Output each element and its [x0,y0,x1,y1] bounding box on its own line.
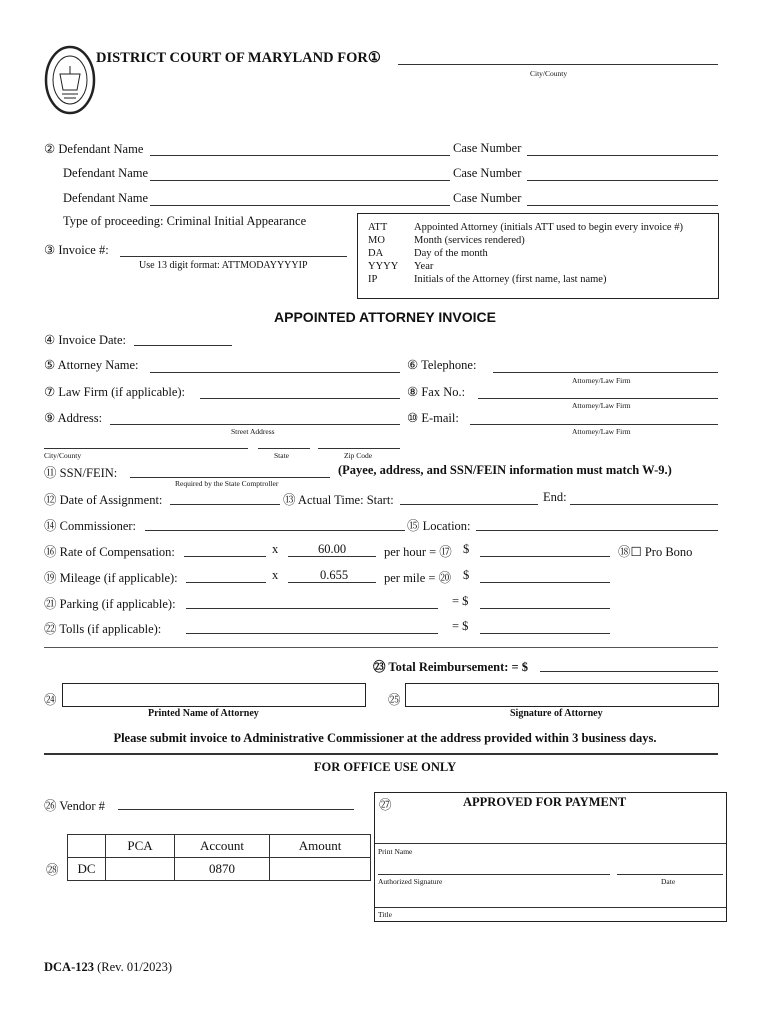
num-25: ㉕ [388,693,401,707]
telephone-label: ⑥ Telephone: [407,358,477,372]
vendor-field[interactable] [118,809,354,810]
table-cell-amount[interactable] [270,858,371,881]
city-county-caption: City/County [530,69,568,78]
legend-row: DA Day of the month [368,248,488,259]
table-header-blank [68,835,106,858]
date-line[interactable] [617,874,723,875]
rate-label: ⑯ Rate of Compensation: [44,545,175,559]
date-assignment-field[interactable] [170,504,280,505]
submit-note: Please submit invoice to Administrative Commissioner at the address provided within 3 business days. [113,731,657,745]
fax-caption: Attorney/Law Firm [572,401,631,410]
law-firm-field[interactable] [200,398,400,399]
printed-name-caption: Printed Name of Attorney [148,708,259,719]
street-address-caption: Street Address [231,427,275,436]
legend-row: YYYY Year [368,261,434,272]
legend-row: MO Month (services rendered) [368,235,525,246]
ssn-label: ⑪ SSN/FEIN: [44,466,118,480]
mileage-multiply: x [272,568,279,582]
print-name-caption: Print Name [378,847,413,856]
email-field[interactable] [470,424,718,425]
form-id: DCA-123 (Rev. 01/2023) [44,960,172,974]
parking-desc-field[interactable] [186,608,438,609]
mileage-rate: 0.655 [320,568,349,582]
defendant-row-1: ② Defendant Name [44,142,144,156]
parking-eq: = $ [452,594,469,608]
tolls-label: ㉒ Tolls (if applicable): [44,622,162,636]
address-label: ⑨ Address: [44,411,103,425]
case-number-3[interactable] [527,205,718,206]
rate-dollar: $ [463,542,470,556]
defendant-label-3: Defendant Name [63,191,149,205]
per-hour-label: per hour = ⑰ [384,545,452,559]
defendant-label-2: Defendant Name [63,166,149,180]
title-line[interactable] [375,907,726,908]
zip-caption: Zip Code [344,451,373,460]
case-number-label-1: Case Number [453,141,522,155]
rate-value: 60.00 [318,542,347,556]
legend-row: ATT Appointed Attorney (initials ATT used to begin every invoice #) [368,222,683,233]
invoice-number-field[interactable] [120,256,347,257]
ssn-field[interactable] [130,477,330,478]
num-27: ㉗ [379,798,392,812]
print-name-line[interactable] [375,843,726,844]
commissioner-field[interactable] [145,530,405,531]
attorney-name-field[interactable] [150,372,400,373]
date-caption: Date [661,877,676,886]
table-header-account: Account [175,835,270,858]
start-time-field[interactable] [400,504,538,505]
auth-sig-line[interactable] [378,874,610,875]
num-24: ㉔ [44,693,57,707]
law-firm-label: ⑦ Law Firm (if applicable): [44,385,186,399]
table-cell-dc: DC [68,858,106,881]
table-cell-pca[interactable] [106,858,175,881]
hours-field[interactable] [184,556,266,557]
invoice-format-hint: Use 13 digit format: ATTMODAYYYYIP [139,260,308,271]
court-seal [44,44,96,116]
tolls-total-field[interactable] [480,633,610,634]
case-number-1[interactable] [527,155,718,156]
invoice-legend-box [357,213,719,299]
ssn-caption: Required by the State Comptroller [175,479,279,488]
court-title: DISTRICT COURT OF MARYLAND FOR① [96,50,381,66]
fax-label: ⑧ Fax No.: [407,385,466,399]
title-caption: Title [378,910,392,919]
parking-total-field[interactable] [480,608,610,609]
table-row [68,835,371,858]
office-use-title: FOR OFFICE USE ONLY [313,760,457,774]
total-reimbursement-field[interactable] [540,671,718,672]
state-caption: State [274,451,289,460]
invoice-number-label: ③ Invoice #: [44,243,109,257]
auth-sig-caption: Authorized Signature [378,877,443,886]
case-number-label-3: Case Number [453,191,522,205]
num-28: ㉘ [46,863,59,877]
total-reimbursement-label: ㉓ Total Reimbursement: = $ [373,660,529,674]
table-row [68,858,371,881]
vendor-label: ㉖ Vendor # [44,799,105,813]
email-caption: Attorney/Law Firm [572,427,631,436]
pro-bono-checkbox[interactable]: ⑱☐ Pro Bono [618,545,693,559]
attorney-name-label: ⑤ Attorney Name: [44,358,139,372]
per-mile-label: per mile = ⑳ [384,571,452,585]
location-field[interactable] [476,530,718,531]
tolls-desc-field[interactable] [186,633,438,634]
signature-caption: Signature of Attorney [510,708,603,719]
form-title: APPOINTED ATTORNEY INVOICE [274,309,496,325]
ssn-note: (Payee, address, and SSN/FEIN information must match W-9.) [338,463,672,477]
end-time-field[interactable] [570,504,718,505]
city-county-line[interactable] [398,64,718,65]
divider [44,647,718,648]
case-number-2[interactable] [527,180,718,181]
miles-field[interactable] [186,582,266,583]
case-number-label-2: Case Number [453,166,522,180]
signature-box[interactable] [405,683,719,707]
city-field[interactable] [44,448,248,449]
location-label: ⑮ Location: [407,519,471,533]
defendant-name-2[interactable] [150,180,450,181]
state-field[interactable] [258,448,310,449]
commissioner-label: ⑭ Commissioner: [44,519,137,533]
email-label: ⑩ E-mail: [407,411,459,425]
approved-title: APPROVED FOR PAYMENT [463,795,627,809]
invoice-date-field[interactable] [134,345,232,346]
fax-field[interactable] [478,398,718,399]
zip-field[interactable] [318,448,400,449]
invoice-date-label: ④ Invoice Date: [44,333,127,347]
table-header-pca: PCA [106,835,175,858]
proceeding-type: Type of proceeding: Criminal Initial Appearance [63,214,307,228]
date-assignment-label: ⑫ Date of Assignment: [44,493,163,507]
rate-multiply: x [272,542,279,556]
printed-name-box[interactable] [62,683,366,707]
account-table [67,834,371,881]
table-cell-account: 0870 [175,858,270,881]
mileage-dollar: $ [463,568,470,582]
defendant-name-3[interactable] [150,205,450,206]
rate-total-field[interactable] [480,556,610,557]
table-header-amount: Amount [270,835,371,858]
office-divider [44,753,718,755]
tolls-eq: = $ [452,619,469,633]
telephone-caption: Attorney/Law Firm [572,376,631,385]
end-time-label: End: [543,490,567,504]
approved-box [374,792,727,922]
actual-time-label: ⑬ Actual Time: Start: [283,493,394,507]
mileage-label: ⑲ Mileage (if applicable): [44,571,178,585]
parking-label: ㉑ Parking (if applicable): [44,597,176,611]
city-caption: City/County [44,451,82,460]
defendant-name-1[interactable] [150,155,450,156]
address-field[interactable] [110,424,400,425]
mileage-total-field[interactable] [480,582,610,583]
legend-row: IP Initials of the Attorney (first name, last name) [368,274,607,285]
telephone-field[interactable] [493,372,718,373]
